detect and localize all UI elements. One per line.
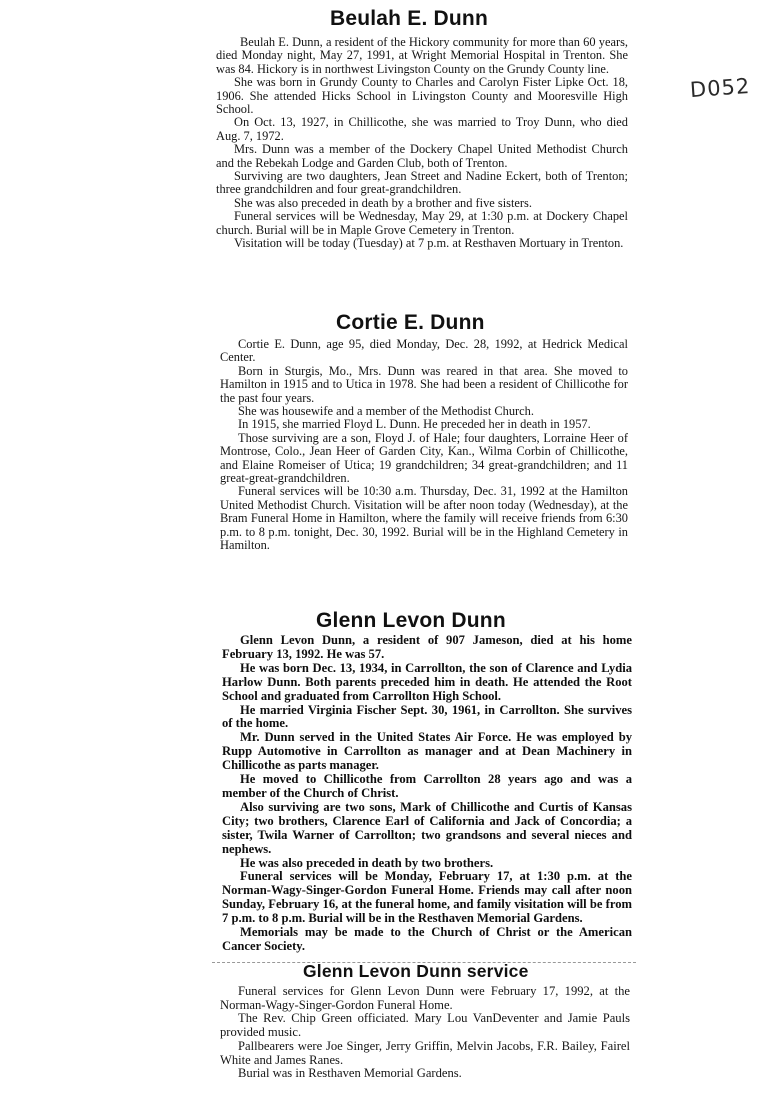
- obituary-body-cortie: [220, 338, 628, 553]
- service-notice-body: [220, 985, 630, 1081]
- paragraph: Beulah E. Dunn, a resident of the Hickory community for more than 60 years, died Monday night, May 27, 1991, at Wright Memorial Hospital in Trenton. She was 84. Hickory is in northwest Livingston County on the Grundy County line.: [216, 35, 628, 76]
- paragraph: She was born in Grundy County to Charles and Carolyn Fister Lipke Oct. 18, 1906. She attended Hicks School in Livingston County and Mooresville High School.: [216, 75, 628, 117]
- paragraph: He was also preceded in death by two brothers.: [240, 855, 494, 870]
- paragraph: Funeral services for Glenn Levon Dunn were February 17, 1992, at the Norman-Wagy-Singer-Gordon Funeral Home.: [220, 984, 630, 1012]
- paragraph: Burial was in Resthaven Memorial Gardens.: [238, 1066, 462, 1081]
- paragraph: He moved to Chillicothe from Carrollton 28 years ago and was a member of the Church of Christ.: [222, 772, 632, 800]
- paragraph: Also surviving are two sons, Mark of Chillicothe and Curtis of Kansas City; two brothers, Clarence Earl of California and Jack of Concordia; a sister, Twila Warner of Carrollton; two grandsons and several nieces and nephews.: [222, 799, 632, 856]
- paragraph: Funeral services will be 10:30 a.m. Thursday, Dec. 31, 1992 at the Hamilton United Methodist Church. Visitation will be after noon today (Wednesday), at the Bram Funeral Home in Hamilton, where the family will receive friends from 6:30 p.m. to 8 p.m. tonight, Dec. 30, 1992. Burial will be in the Highland Cemetery in Hamilton.: [220, 484, 628, 553]
- paragraph: He was born Dec. 13, 1934, in Carrollton, the son of Clarence and Lydia Harlow Dunn. Both parents preceded him in death. He attended the Root School and graduated from Carrollton High School.: [222, 660, 632, 703]
- paragraph: Funeral services will be Wednesday, May 29, at 1:30 p.m. at Dockery Chapel church. Burial will be in Maple Grove Cemetery in Trenton.: [216, 209, 628, 237]
- handwritten-annotation: D052: [689, 73, 752, 103]
- paragraph: Surviving are two daughters, Jean Street and Nadine Eckert, both of Trenton; three grandchildren and four great-grandchildren.: [216, 169, 628, 197]
- paragraph: Memorials may be made to the Church of Christ or the American Cancer Society.: [222, 925, 632, 953]
- paragraph: He married Virginia Fischer Sept. 30, 1961, in Carrollton. She survives of the home.: [222, 702, 632, 731]
- paragraph: She was housewife and a member of the Methodist Church.: [238, 404, 534, 419]
- paragraph: Born in Sturgis, Mo., Mrs. Dunn was reared in that area. She moved to Hamilton in 1915 and to Utica in 1978. She had been a resident of Chillicothe for the past four years.: [220, 363, 628, 405]
- obituary-title-beulah: Beulah E. Dunn: [330, 7, 488, 30]
- paragraph: She was also preceded in death by a brother and five sisters.: [234, 195, 532, 210]
- paragraph: Visitation will be today (Tuesday) at 7 p.m. at Resthaven Mortuary in Trenton.: [234, 236, 624, 251]
- service-notice-title: Glenn Levon Dunn service: [303, 961, 529, 981]
- paragraph: Mrs. Dunn was a member of the Dockery Chapel United Methodist Church and the Rebekah Lodge and Garden Club, both of Trenton.: [216, 142, 628, 170]
- paragraph: Those surviving are a son, Floyd J. of Hale; four daughters, Lorraine Heer of Montrose, Colo., Jean Heer of Garden City, Kan., Wilma Corbin of Chillicothe, and Elaine Romeiser of Utica; 19 grandchildren; 34 great-grandchildren; and 11 great-great-grandchildren.: [220, 430, 628, 486]
- paragraph: Glenn Levon Dunn, a resident of 907 Jameson, died at his home February 13, 1992. He was 57.: [222, 633, 632, 661]
- obituary-title-cortie: Cortie E. Dunn: [336, 311, 485, 334]
- obituary-body-glenn: [222, 634, 632, 954]
- paragraph: Pallbearers were Joe Singer, Jerry Griffin, Melvin Jacobs, F.R. Bailey, Fairel White and James Ranes.: [220, 1038, 630, 1067]
- paragraph: Cortie E. Dunn, age 95, died Monday, Dec. 28, 1992, at Hedrick Medical Center.: [220, 337, 628, 365]
- obituary-body-beulah: [216, 36, 628, 251]
- paragraph: In 1915, she married Floyd L. Dunn. He preceded her in death in 1957.: [238, 417, 591, 432]
- obituary-title-glenn: Glenn Levon Dunn: [316, 609, 506, 632]
- paragraph: On Oct. 13, 1927, in Chillicothe, she was married to Troy Dunn, who died Aug. 7, 1972.: [216, 115, 628, 143]
- paragraph: Funeral services will be Monday, February 17, at 1:30 p.m. at the Norman-Wagy-Singer-Gordon Funeral Home. Friends may call after noon Sunday, February 16, at the funeral home, and family visitation will be from 7 p.m. to 8 p.m. Burial will be in the Resthaven Memorial Gardens.: [222, 869, 632, 926]
- paragraph: The Rev. Chip Green officiated. Mary Lou VanDeventer and Jamie Pauls provided music.: [220, 1011, 630, 1040]
- paragraph: Mr. Dunn served in the United States Air Force. He was employed by Rupp Automotive in Carrollton as manager and at Dean Machinery in Chillicothe as parts manager.: [222, 730, 632, 773]
